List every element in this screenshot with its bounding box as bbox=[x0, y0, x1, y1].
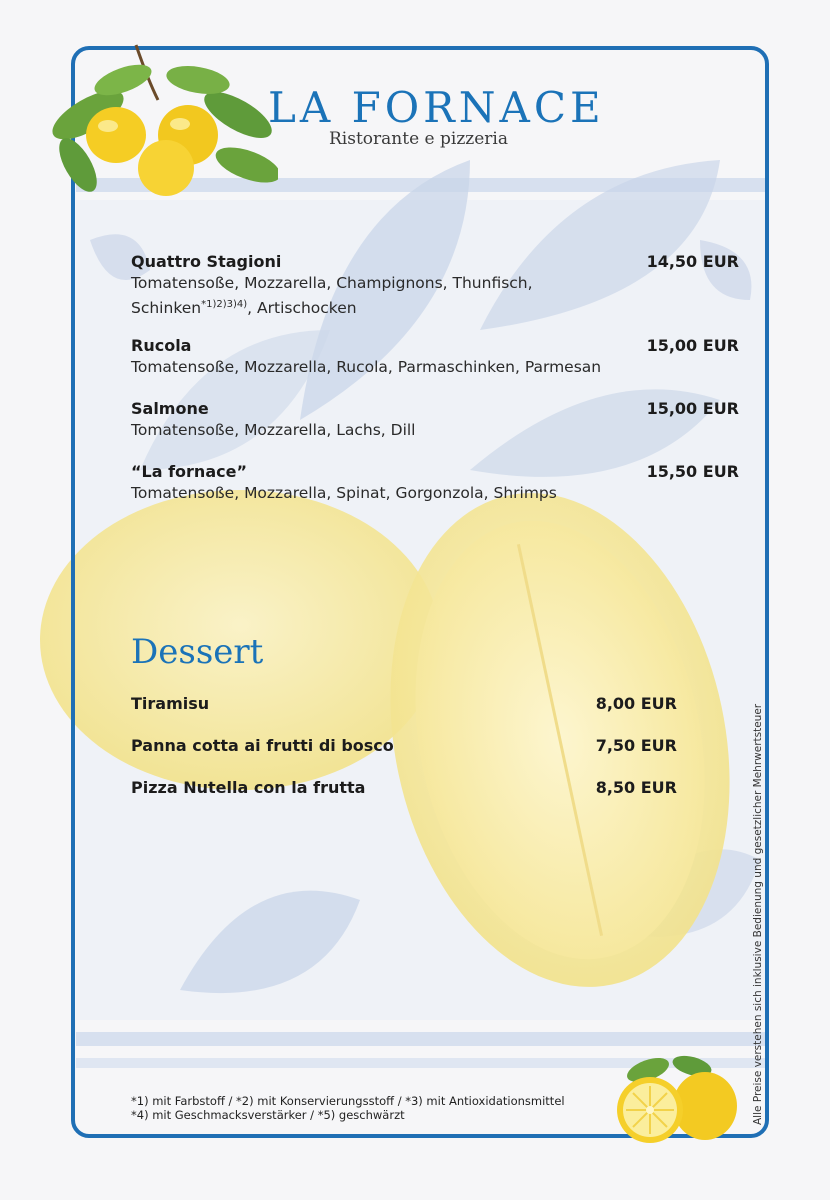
menu-item bbox=[131, 335, 741, 378]
item-name: Pizza Nutella con la frutta bbox=[131, 778, 366, 797]
restaurant-title: LA FORNACE bbox=[268, 83, 605, 132]
item-price: 15,00 EUR bbox=[646, 399, 739, 418]
item-price: 8,50 EUR bbox=[595, 778, 677, 797]
footnote-line: *4) mit Geschmacksverstärker / *5) geschwärzt bbox=[131, 1108, 405, 1122]
item-description-line: Tomatensoße, Mozzarella, Champignons, Thunfisch, bbox=[131, 274, 533, 292]
item-description-line: , Artischocken bbox=[247, 299, 357, 318]
menu-item bbox=[131, 251, 741, 319]
lemon-halves-illustration bbox=[610, 1048, 745, 1148]
item-price: 14,50 EUR bbox=[646, 252, 739, 271]
allergen-superscript: *1)2)3)4) bbox=[201, 299, 248, 310]
item-description bbox=[131, 273, 591, 319]
restaurant-subtitle: Ristorante e pizzeria bbox=[329, 129, 508, 149]
vat-note: Alle Preise verstehen sich inklusive Bedienung und gesetzlicher Mehrwertsteuer bbox=[752, 703, 764, 1125]
menu-frame bbox=[71, 46, 769, 1138]
footnote-line: *1) mit Farbstoff / *2) mit Konservierungsstoff / *3) mit Antioxidationsmittel bbox=[131, 1094, 565, 1108]
item-description-line: Schinken bbox=[131, 299, 202, 318]
lemon-branch-illustration bbox=[48, 40, 278, 200]
item-description: Tomatensoße, Mozzarella, Lachs, Dill bbox=[131, 421, 416, 439]
item-name: Tiramisu bbox=[131, 694, 210, 713]
item-price: 8,00 EUR bbox=[595, 694, 677, 713]
item-name: Rucola bbox=[131, 336, 192, 355]
item-description: Tomatensoße, Mozzarella, Rucola, Parmaschinken, Parmesan bbox=[131, 358, 602, 376]
dessert-item bbox=[131, 735, 677, 757]
item-name: Quattro Stagioni bbox=[131, 252, 282, 271]
item-price: 7,50 EUR bbox=[595, 736, 677, 755]
menu-item bbox=[131, 398, 741, 441]
item-name: Salmone bbox=[131, 399, 209, 418]
item-price: 15,50 EUR bbox=[646, 462, 739, 481]
item-name: “La fornace” bbox=[131, 462, 247, 481]
dessert-item bbox=[131, 693, 677, 715]
menu-item bbox=[131, 461, 741, 504]
item-name: Panna cotta ai frutti di bosco bbox=[131, 736, 394, 755]
item-description: Tomatensoße, Mozzarella, Spinat, Gorgonzola, Shrimps bbox=[131, 484, 557, 502]
item-price: 15,00 EUR bbox=[646, 336, 739, 355]
dessert-item bbox=[131, 777, 677, 799]
dessert-heading: Dessert bbox=[131, 632, 264, 672]
allergen-footnotes bbox=[131, 1094, 565, 1122]
